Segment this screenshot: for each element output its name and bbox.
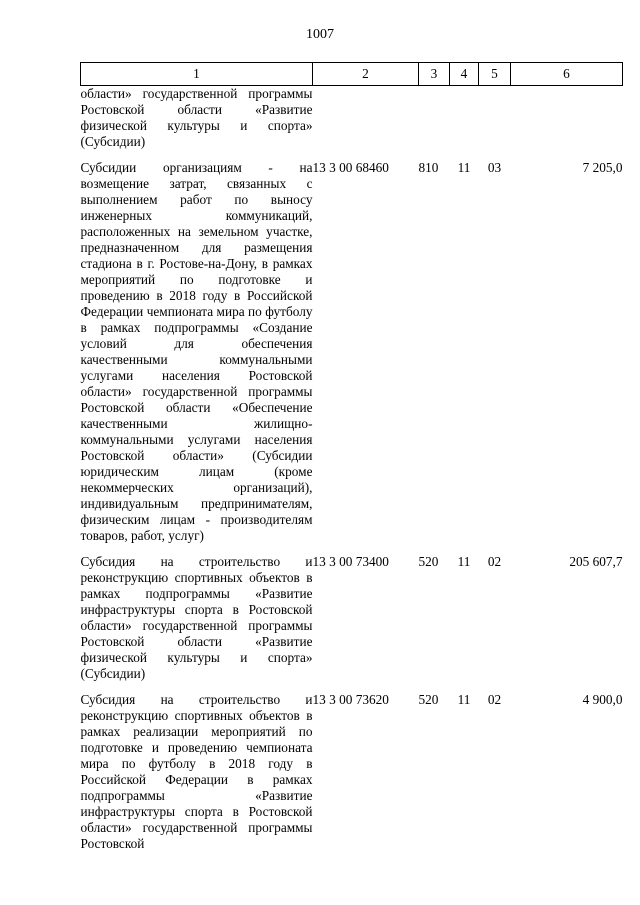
row-target-code: 13 3 00 73400 bbox=[312, 554, 389, 569]
row-amount: 4 900,0 bbox=[582, 692, 623, 707]
row-name: Субсидия на строительство и реконструкцию спортивных объектов в рамках подпрограммы «Развитие инфраструктуры спорта в Ростовской области» государственной программы Ростовской области «Развитие физической культуры и спорта» (Субсидии) bbox=[80, 554, 313, 681]
table-row bbox=[81, 690, 623, 860]
row-amount bbox=[511, 86, 623, 159]
header-row bbox=[81, 63, 623, 86]
row-expense-type: 520 bbox=[418, 692, 439, 707]
header-col-6: 6 bbox=[511, 63, 623, 86]
row-subsection: 02 bbox=[487, 554, 502, 569]
row-amount: 205 607,7 bbox=[569, 554, 623, 569]
row-expense-type: 810 bbox=[418, 160, 439, 175]
budget-table bbox=[80, 62, 623, 860]
page-number: 1007 bbox=[306, 27, 334, 42]
row-subsection bbox=[479, 86, 511, 159]
header-col-3: 3 bbox=[419, 63, 450, 86]
row-name: Субсидии организациям - на возмещение затрат, связанных с выполнением работ по выносу инженерных коммуникаций, расположенных на земельном участке, предназначенном для размещения стадиона в г. Ростове-на-Дону, в рамках мероприятий по подготовке и проведению в 2018 году в Российской Федерации чемпионата мира по футболу в рамках подпрограммы «Создание условий для обеспечения качественными коммунальными услугами населения Ростовской области» государственной программы Ростовской области «Обеспечение качественными жилищно-коммунальными услугами населения Ростовской области» (Субсидии юридическим лицам (кроме некоммерческих организаций), индивидуальным предпринимателям, физическим лицам - производителям товаров, работ, услуг) bbox=[80, 160, 313, 543]
row-target-code: 13 3 00 68460 bbox=[312, 160, 389, 175]
row-section: 11 bbox=[457, 554, 471, 569]
table-row bbox=[81, 158, 623, 552]
header-col-2: 2 bbox=[313, 63, 419, 86]
row-section bbox=[450, 86, 479, 159]
row-subsection: 03 bbox=[487, 160, 502, 175]
row-expense-type: 520 bbox=[418, 554, 439, 569]
row-target-code: 13 3 00 73620 bbox=[312, 692, 389, 707]
header-col-5: 5 bbox=[479, 63, 511, 86]
row-name: области» государственной программы Ростовской области «Развитие физической культуры и спорта» (Субсидии) bbox=[80, 86, 313, 149]
table-row bbox=[81, 552, 623, 690]
table-row bbox=[81, 86, 623, 159]
row-name: Субсидия на строительство и реконструкцию спортивных объектов в рамках реализации мероприятий по подготовке и проведению чемпионата мира по футболу в 2018 году в Российской Федерации в рамках подпрограммы «Развитие инфраструктуры спорта в Ростовской области» государственной программы Ростовской bbox=[80, 692, 313, 851]
row-target-code bbox=[313, 86, 419, 159]
header-col-4: 4 bbox=[450, 63, 479, 86]
row-expense-type bbox=[419, 86, 450, 159]
row-section: 11 bbox=[457, 160, 471, 175]
row-subsection: 02 bbox=[487, 692, 502, 707]
row-amount: 7 205,0 bbox=[582, 160, 623, 175]
row-section: 11 bbox=[457, 692, 471, 707]
header-col-1: 1 bbox=[81, 63, 313, 86]
